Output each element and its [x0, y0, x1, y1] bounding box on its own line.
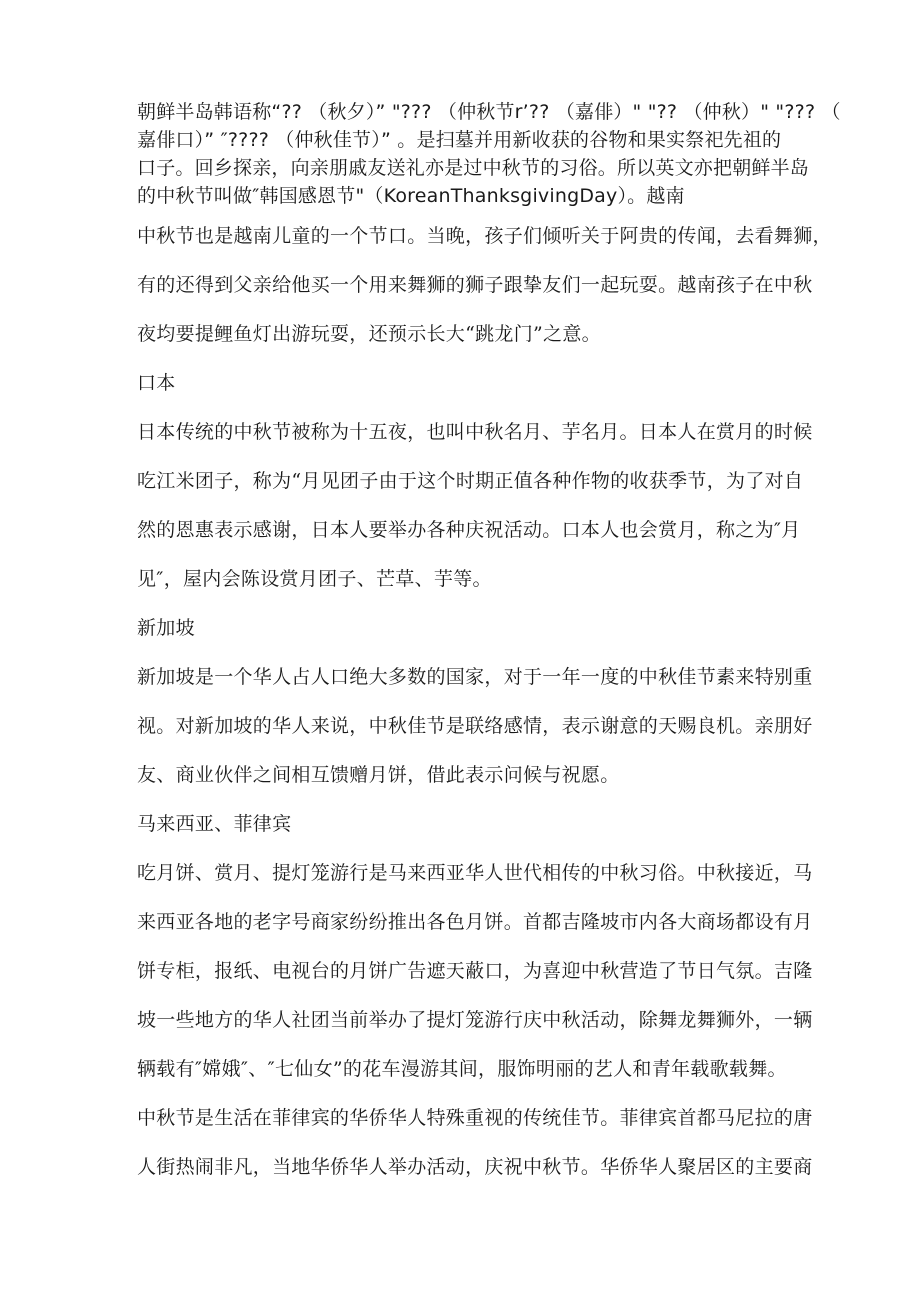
text-line: 日本传统的中秋节被称为十五夜，也叫中秋名月、芋名月。日本人在赏月的时候: [137, 421, 813, 443]
text-line: 有的还得到父亲给他买一个用来舞狮的狮子跟挚友们一起玩耍。越南孩子在中秋: [137, 274, 813, 296]
intro-line: 的中秋节叫做″韩国感恩节"（KoreanThanksgivingDay）。越南: [137, 185, 685, 207]
text-line: 饼专柜，报纸、电视台的月饼广告遮天蔽口，为喜迎中秋营造了节日气氛。吉隆: [137, 960, 813, 982]
text-line: 然的恩惠表示感谢，日本人要举办各种庆祝活动。口本人也会赏月，称之为″月: [137, 519, 801, 541]
text-line: 见″，屋内会陈设赏月团子、芒草、芋等。: [137, 568, 492, 590]
text-line: 坡一些地方的华人社团当前举办了提灯笼游行庆中秋活动，除舞龙舞狮外，一辆: [137, 1009, 813, 1031]
text-line: 来西亚各地的老字号商家纷纷推出各色月饼。首都吉隆坡市内各大商场都设有月: [137, 911, 813, 933]
text-line: 中秋节也是越南儿童的一个节口。当晚，孩子们倾听关于阿贵的传闻，去看舞狮，: [137, 225, 832, 247]
text-line: 吃江米团子，称为“月见团子由于这个时期正值各种作物的收获季节，为了对自: [137, 470, 804, 492]
text-line: 人街热闹非凡，当地华侨华人举办活动，庆祝中秋节。华侨华人聚居区的主要商: [137, 1156, 813, 1178]
text-line: 夜均要提鲤鱼灯出游玩耍，还预示长大“跳龙门”之意。: [137, 323, 601, 345]
text-line: 辆载有″嫦娥″、″七仙女”的花车漫游其间，服饰明丽的艺人和青年载歌载舞。: [137, 1058, 787, 1080]
section-heading-japan: 口本: [137, 372, 176, 394]
section-heading-malaysia-philippines: 马来西亚、菲律宾: [137, 813, 292, 835]
intro-line: 嘉俳口）” ″???? （仲秋佳节）” 。是扫墓并用新收获的谷物和果实祭祀先祖的: [137, 129, 782, 151]
text-line: 吃月饼、赏月、提灯笼游行是马来西亚华人世代相传的中秋习俗。中秋接近，马: [137, 862, 813, 884]
text-line: 友、商业伙伴之间相互馈赠月饼，借此表示问候与祝愿。: [137, 764, 620, 786]
text-line: 中秋节是生活在菲律宾的华侨华人特殊重视的传统佳节。菲律宾首都马尼拉的唐: [137, 1107, 813, 1129]
intro-paragraph: [137, 98, 841, 210]
intro-line: 朝鲜半岛韩语称“?? （秋夕）” "??? （仲秋节r’?? （嘉俳）" "?? （仲秋）" "??? （: [137, 101, 841, 123]
body-text: [137, 222, 832, 1202]
section-heading-singapore: 新加坡: [137, 617, 195, 639]
text-line: 视。对新加坡的华人来说，中秋佳节是联络感情，表示谢意的天赐良机。亲朋好: [137, 715, 813, 737]
intro-line: 口子。回乡探亲，向亲朋戚友送礼亦是过中秋节的习俗。所以英文亦把朝鲜半岛: [137, 157, 810, 179]
text-line: 新加坡是一个华人占人口绝大多数的国家，对于一年一度的中秋佳节素来特别重: [137, 666, 813, 688]
